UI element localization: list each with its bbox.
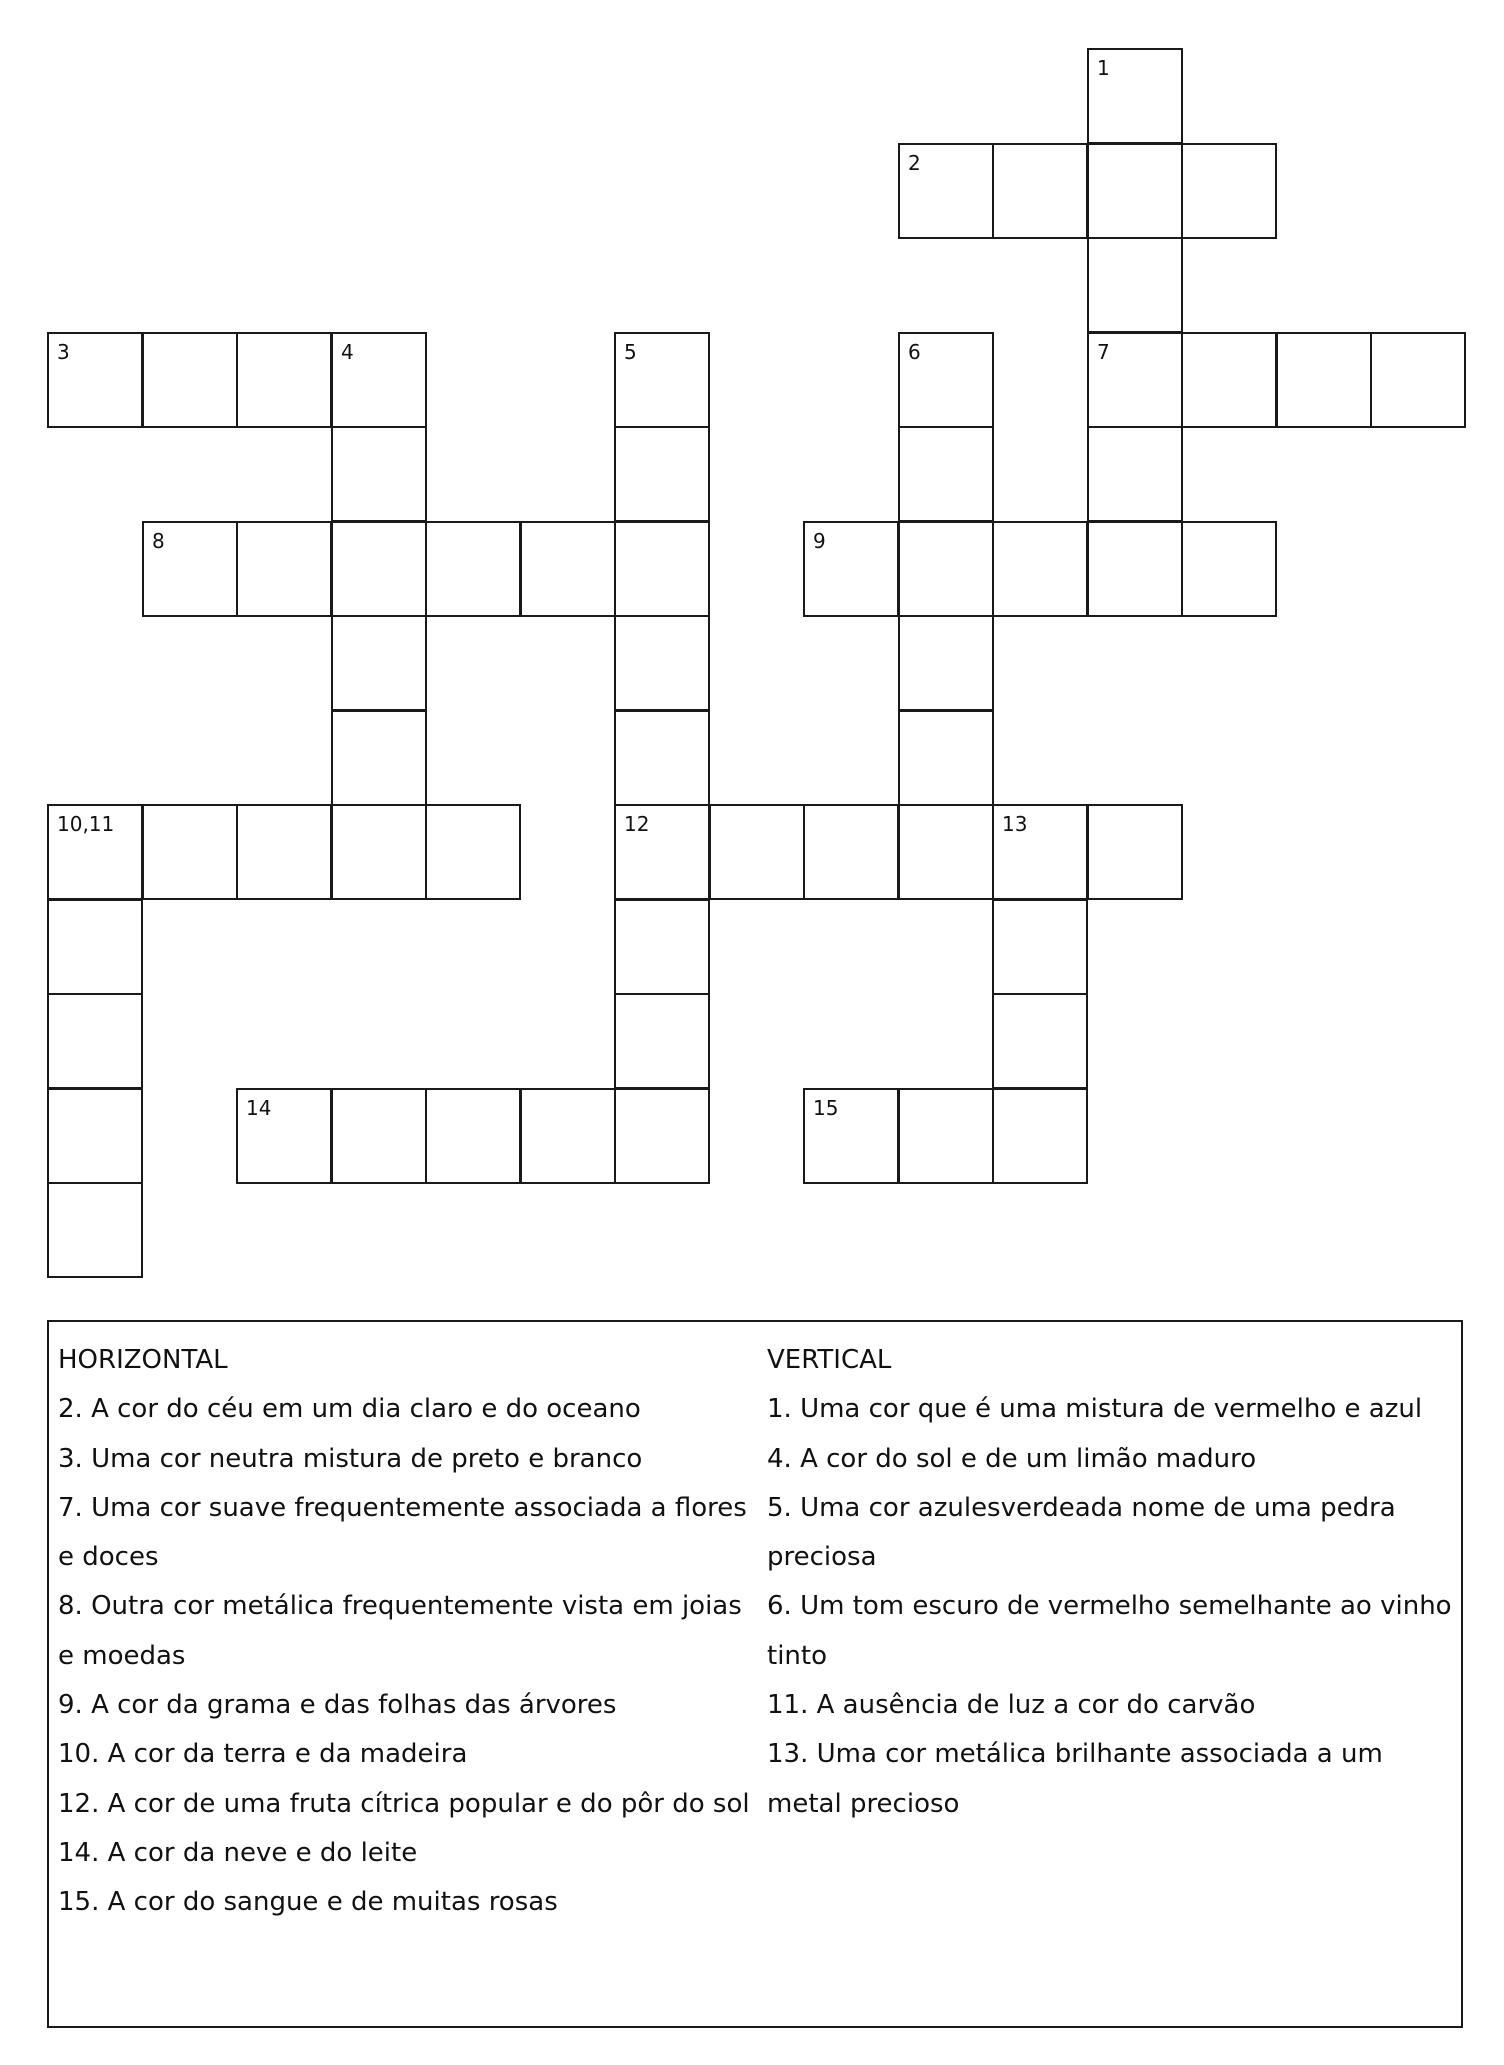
clue-number: 5 — [624, 340, 637, 364]
clue-number: 1 — [1097, 56, 1110, 80]
grid-cell[interactable] — [520, 1088, 616, 1184]
grid-cell[interactable] — [236, 332, 332, 428]
clue-number: 13 — [1002, 812, 1028, 836]
clue-horizontal: 10. A cor da terra e da madeira — [58, 1739, 468, 1770]
grid-cell[interactable] — [236, 1088, 332, 1184]
clue-horizontal: 15. A cor do sangue e de muitas rosas — [58, 1887, 558, 1918]
grid-cell[interactable] — [47, 899, 143, 995]
grid-cell[interactable] — [236, 804, 332, 900]
horizontal-heading: HORIZONTAL — [58, 1345, 228, 1375]
grid-cell[interactable] — [425, 521, 521, 617]
clue-number: 6 — [908, 340, 921, 364]
clue-number: 4 — [341, 340, 354, 364]
grid-cell[interactable] — [236, 521, 332, 617]
clue-horizontal: 9. A cor da grama e das folhas das árvores — [58, 1690, 617, 1721]
clue-number: 2 — [908, 151, 921, 175]
clue-horizontal: 3. Uma cor neutra mistura de preto e branco — [58, 1443, 643, 1474]
grid-cell[interactable] — [1087, 332, 1183, 428]
grid-cell[interactable] — [331, 521, 427, 617]
grid-cell[interactable] — [47, 804, 143, 900]
clue-number: 8 — [152, 529, 165, 553]
grid-cell[interactable] — [992, 899, 1088, 995]
clue-vertical: 4. A cor do sol e de um limão maduro — [767, 1443, 1257, 1474]
grid-cell[interactable] — [142, 332, 238, 428]
grid-cell[interactable] — [614, 899, 710, 995]
grid-cell[interactable] — [803, 804, 899, 900]
grid-cell[interactable] — [614, 521, 710, 617]
grid-cell[interactable] — [992, 143, 1088, 239]
grid-cell[interactable] — [47, 1088, 143, 1184]
grid-cell[interactable] — [898, 804, 994, 900]
grid-cell[interactable] — [614, 804, 710, 900]
clue-number: 7 — [1097, 340, 1110, 364]
grid-cell[interactable] — [1181, 143, 1277, 239]
grid-cell[interactable] — [425, 804, 521, 900]
grid-cell[interactable] — [803, 521, 899, 617]
grid-cell[interactable] — [992, 804, 1088, 900]
grid-cell[interactable] — [331, 332, 427, 428]
grid-cell[interactable] — [992, 993, 1088, 1089]
grid-cell[interactable] — [614, 615, 710, 711]
grid-cell[interactable] — [142, 804, 238, 900]
grid-cell[interactable] — [898, 426, 994, 522]
vertical-heading: VERTICAL — [767, 1345, 892, 1375]
grid-cell[interactable] — [1087, 426, 1183, 522]
grid-cell[interactable] — [331, 1088, 427, 1184]
clues-box — [47, 1320, 1463, 2028]
clue-vertical: 1. Uma cor que é uma mistura de vermelho e azul — [767, 1394, 1423, 1425]
grid-cell[interactable] — [803, 1088, 899, 1184]
grid-cell[interactable] — [520, 521, 616, 617]
grid-cell[interactable] — [1370, 332, 1466, 428]
grid-cell[interactable] — [898, 710, 994, 806]
grid-cell[interactable] — [614, 993, 710, 1089]
grid-cell[interactable] — [1087, 143, 1183, 239]
grid-cell[interactable] — [331, 710, 427, 806]
grid-cell[interactable] — [1087, 804, 1183, 900]
grid-cell[interactable] — [331, 426, 427, 522]
clue-number: 3 — [57, 340, 70, 364]
grid-cell[interactable] — [898, 143, 994, 239]
clue-vertical: 13. Uma cor metálica brilhante associada a um metal precioso — [767, 1739, 1383, 1819]
grid-cell[interactable] — [1181, 521, 1277, 617]
clue-number: 9 — [813, 529, 826, 553]
grid-cell[interactable] — [614, 710, 710, 806]
grid-cell[interactable] — [1087, 521, 1183, 617]
grid-cell[interactable] — [898, 1088, 994, 1184]
grid-cell[interactable] — [614, 1088, 710, 1184]
clue-horizontal: 7. Uma cor suave frequentemente associada a flores e doces — [58, 1492, 747, 1573]
grid-cell[interactable] — [898, 521, 994, 617]
grid-cell[interactable] — [47, 1182, 143, 1278]
clue-horizontal: 8. Outra cor metálica frequentemente vista em joias e moedas — [58, 1591, 742, 1671]
clue-number: 14 — [246, 1096, 272, 1120]
clue-horizontal: 2. A cor do céu em um dia claro e do oceano — [58, 1394, 641, 1425]
grid-cell[interactable] — [331, 804, 427, 900]
grid-cell[interactable] — [142, 521, 238, 617]
grid-cell[interactable] — [992, 521, 1088, 617]
clue-number: 12 — [624, 812, 650, 836]
grid-cell[interactable] — [1276, 332, 1372, 428]
grid-cell[interactable] — [425, 1088, 521, 1184]
vertical-clues — [767, 1336, 1457, 1829]
grid-cell[interactable] — [709, 804, 805, 900]
grid-cell[interactable] — [614, 426, 710, 522]
clue-vertical: 6. Um tom escuro de vermelho semelhante ao vinho tinto — [767, 1591, 1452, 1671]
clue-horizontal: 12. A cor de uma fruta cítrica popular e do pôr do sol — [58, 1788, 750, 1819]
clue-number: 15 — [813, 1096, 839, 1120]
clue-vertical: 5. Uma cor azulesverdeada nome de uma pedra preciosa — [767, 1492, 1396, 1573]
grid-cell[interactable] — [47, 993, 143, 1089]
grid-cell[interactable] — [992, 1088, 1088, 1184]
grid-cell[interactable] — [614, 332, 710, 428]
grid-cell[interactable] — [898, 332, 994, 428]
grid-cell[interactable] — [331, 615, 427, 711]
clue-vertical: 11. A ausência de luz a cor do carvão — [767, 1690, 1256, 1721]
horizontal-clues — [58, 1336, 758, 1928]
grid-cell[interactable] — [1087, 237, 1183, 333]
clue-horizontal: 14. A cor da neve e do leite — [58, 1837, 418, 1868]
grid-cell[interactable] — [1181, 332, 1277, 428]
grid-cell[interactable] — [898, 615, 994, 711]
grid-cell[interactable] — [1087, 48, 1183, 144]
clue-number: 10,11 — [57, 812, 115, 836]
grid-cell[interactable] — [47, 332, 143, 428]
